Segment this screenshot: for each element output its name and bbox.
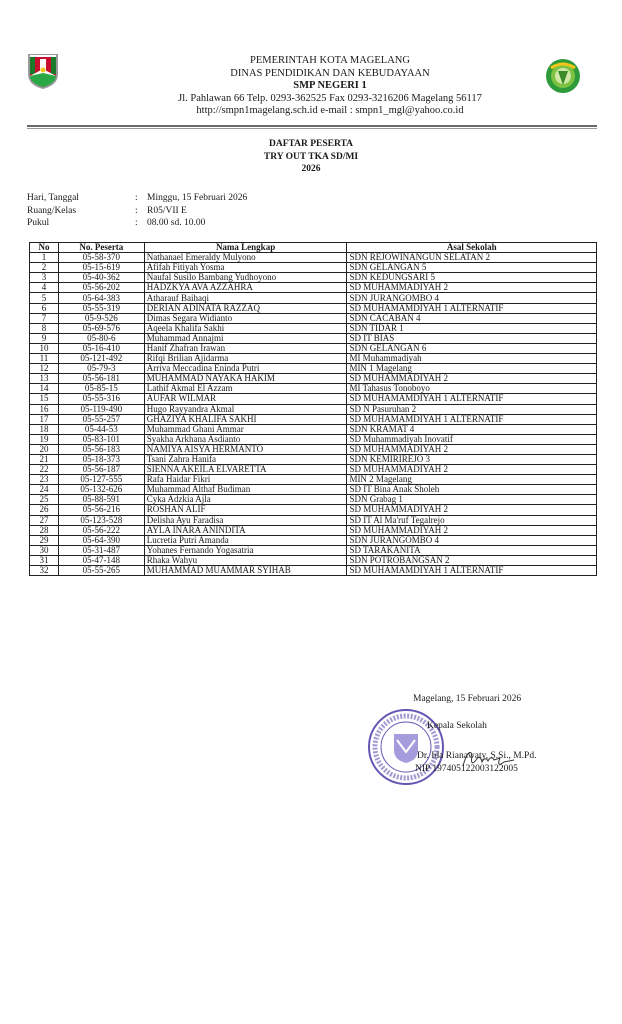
cell-no: 1 xyxy=(30,253,59,263)
table-row xyxy=(30,434,597,444)
info-label: Hari, Tanggal xyxy=(27,193,79,203)
info-row-date xyxy=(27,192,247,205)
cell-nama-lengkap: MUHAMMAD NAYAKA HAKIM xyxy=(144,374,347,384)
cell-nama-lengkap: Rhaka Wahyu xyxy=(144,555,347,565)
cell-no: 6 xyxy=(30,303,59,313)
table-header-row xyxy=(30,243,597,253)
cell-no-peserta: 05-16-410 xyxy=(58,343,144,353)
cell-asal-sekolah: SDN CACABAN 4 xyxy=(347,313,597,323)
cell-no-peserta: 05-79-3 xyxy=(58,364,144,374)
cell-no: 22 xyxy=(30,465,59,475)
cell-asal-sekolah: SDN GELANGAN 6 xyxy=(347,343,597,353)
cell-asal-sekolah: SDN JURANGOMBO 4 xyxy=(347,293,597,303)
cell-no: 21 xyxy=(30,454,59,464)
signature-block xyxy=(405,693,536,776)
cell-no-peserta: 05-132-626 xyxy=(58,485,144,495)
info-value: 08.00 sd. 10.00 xyxy=(147,218,206,229)
header-no: No xyxy=(30,243,59,253)
cell-nama-lengkap: AYLA INARA ANINDITA xyxy=(144,525,347,535)
info-value: R05/VII E xyxy=(147,205,187,216)
cell-asal-sekolah: SD MUHAMMADIYAH 2 xyxy=(347,465,597,475)
cell-no-peserta: 05-9-526 xyxy=(58,313,144,323)
cell-asal-sekolah: MIN 1 Magelang xyxy=(347,364,597,374)
letterhead xyxy=(100,55,560,118)
cell-no-peserta: 05-56-183 xyxy=(58,444,144,454)
kota-magelang-crest-icon xyxy=(27,52,59,90)
cell-no: 10 xyxy=(30,343,59,353)
cell-no: 14 xyxy=(30,384,59,394)
cell-asal-sekolah: SDN Grabag 1 xyxy=(347,495,597,505)
cell-nama-lengkap: Muhammad Annajmi xyxy=(144,333,347,343)
table-row xyxy=(30,293,597,303)
cell-nama-lengkap: HADZKYA AVA AZZAHRA xyxy=(144,283,347,293)
cell-no-peserta: 05-44-53 xyxy=(58,424,144,434)
cell-asal-sekolah: SD MUHAMAMDIYAH 1 ALTERNATIF xyxy=(347,566,597,576)
table-row xyxy=(30,323,597,333)
cell-asal-sekolah: SD IT Bina Anak Sholeh xyxy=(347,485,597,495)
cell-no: 9 xyxy=(30,333,59,343)
table-body xyxy=(30,253,597,576)
info-colon: : xyxy=(135,193,138,203)
cell-asal-sekolah: SD MUHAMMADIYAH 2 xyxy=(347,505,597,515)
table-row xyxy=(30,566,597,576)
cell-no: 5 xyxy=(30,293,59,303)
title-line-3: 2026 xyxy=(301,164,321,174)
cell-nama-lengkap: Afifah Fitiyah Yosma xyxy=(144,263,347,273)
cell-nama-lengkap: Rafa Haidar Fikri xyxy=(144,475,347,485)
cell-no-peserta: 05-80-6 xyxy=(58,333,144,343)
table-row xyxy=(30,545,597,555)
table-row xyxy=(30,273,597,283)
cell-no: 24 xyxy=(30,485,59,495)
cell-asal-sekolah: SDN KEDUNGSARI 5 xyxy=(347,273,597,283)
cell-no: 20 xyxy=(30,444,59,454)
cell-asal-sekolah: SDN REJOWINANGUN SELATAN 2 xyxy=(347,253,597,263)
cell-no-peserta: 05-56-181 xyxy=(58,374,144,384)
cell-no: 28 xyxy=(30,525,59,535)
table-row xyxy=(30,465,597,475)
letterhead-contact: http://smpn1magelang.sch.id e-mail : smpn1_mgl@yahoo.co.id xyxy=(196,105,464,117)
cell-asal-sekolah: SDN KEMIRIREJO 3 xyxy=(347,454,597,464)
cell-no-peserta: 05-56-187 xyxy=(58,465,144,475)
cell-nama-lengkap: NAMIYA AISYA HERMANTO xyxy=(144,444,347,454)
cell-nama-lengkap: SIENNA AKEILA ELVARETTA xyxy=(144,465,347,475)
letterhead-department: DINAS PENDIDIKAN DAN KEBUDAYAAN xyxy=(230,67,430,79)
cell-no: 30 xyxy=(30,545,59,555)
cell-nama-lengkap: Naufal Susilo Bambang Yudhoyono xyxy=(144,273,347,283)
table-row xyxy=(30,404,597,414)
cell-no-peserta: 05-83-101 xyxy=(58,434,144,444)
table-row xyxy=(30,555,597,565)
cell-asal-sekolah: SDN KRAMAT 4 xyxy=(347,424,597,434)
cell-no-peserta: 05-47-148 xyxy=(58,555,144,565)
cell-no: 32 xyxy=(30,566,59,576)
header-nama-lengkap: Nama Lengkap xyxy=(144,243,347,253)
letterhead-government: PEMERINTAH KOTA MAGELANG xyxy=(250,55,410,66)
cell-asal-sekolah: SD MUHAMMADIYAH 2 xyxy=(347,283,597,293)
cell-no: 17 xyxy=(30,414,59,424)
cell-asal-sekolah: SDN GELANGAN 5 xyxy=(347,263,597,273)
sign-name: Dr. Ida Rianawaty, S.Si., M.Pd. xyxy=(417,751,537,761)
table-row xyxy=(30,495,597,505)
cell-no: 2 xyxy=(30,263,59,273)
cell-asal-sekolah: MI Muhammadiyah xyxy=(347,354,597,364)
cell-nama-lengkap: Hanif Zhafran Irawan xyxy=(144,343,347,353)
cell-no-peserta: 05-15-619 xyxy=(58,263,144,273)
cell-no: 8 xyxy=(30,323,59,333)
cell-nama-lengkap: Muhammad Ghani Ammar xyxy=(144,424,347,434)
table-row xyxy=(30,364,597,374)
cell-nama-lengkap: Syakha Arkhana Asdianto xyxy=(144,434,347,444)
cell-no-peserta: 05-55-257 xyxy=(58,414,144,424)
cell-no: 7 xyxy=(30,313,59,323)
cell-nama-lengkap: ROSHAN ALIF xyxy=(144,505,347,515)
cell-no-peserta: 05-31-487 xyxy=(58,545,144,555)
sign-place-date: Magelang, 15 Februari 2026 xyxy=(413,694,522,704)
cell-no-peserta: 05-85-15 xyxy=(58,384,144,394)
cell-nama-lengkap: Lathif Akmal El Azzam xyxy=(144,384,347,394)
info-value: Minggu, 15 Februari 2026 xyxy=(147,193,248,203)
cell-nama-lengkap: AUFAR WILMAR xyxy=(144,394,347,404)
info-label: Pukul xyxy=(27,218,50,229)
cell-no-peserta: 05-40-362 xyxy=(58,273,144,283)
cell-no: 27 xyxy=(30,515,59,525)
table-row xyxy=(30,333,597,343)
table-row xyxy=(30,424,597,434)
cell-nama-lengkap: GHAZIYA KHALIFA SAKHI xyxy=(144,414,347,424)
cell-asal-sekolah: SD MUHAMAMDIYAH 1 ALTERNATIF xyxy=(347,394,597,404)
cell-no-peserta: 05-58-370 xyxy=(58,253,144,263)
cell-nama-lengkap: Nathanael Emeraldy Mulyono xyxy=(144,253,347,263)
cell-no: 13 xyxy=(30,374,59,384)
info-row-room xyxy=(27,205,247,218)
cell-asal-sekolah: SDN TIDAR 1 xyxy=(347,323,597,333)
table-row xyxy=(30,535,597,545)
cell-asal-sekolah: SD TARAKANITA xyxy=(347,545,597,555)
cell-no: 26 xyxy=(30,505,59,515)
table-row xyxy=(30,303,597,313)
table-row xyxy=(30,475,597,485)
cell-no-peserta: 05-121-492 xyxy=(58,354,144,364)
info-colon: : xyxy=(135,205,138,216)
table-row xyxy=(30,354,597,364)
sign-role: Kepala Sekolah xyxy=(427,721,487,731)
cell-no: 25 xyxy=(30,495,59,505)
sign-nip: NIP 197405122003122005 xyxy=(415,764,518,774)
cell-asal-sekolah: SD MUHAMMADIYAH 2 xyxy=(347,525,597,535)
cell-no: 23 xyxy=(30,475,59,485)
cell-no: 3 xyxy=(30,273,59,283)
cell-no: 11 xyxy=(30,354,59,364)
cell-asal-sekolah: SD MUHAMAMDIYAH 1 ALTERNATIF xyxy=(347,303,597,313)
cell-no: 31 xyxy=(30,555,59,565)
cell-asal-sekolah: SD MUHAMMADIYAH 2 xyxy=(347,374,597,384)
table-row xyxy=(30,525,597,535)
cell-asal-sekolah: SDN JURANGOMBO 4 xyxy=(347,535,597,545)
table-row xyxy=(30,485,597,495)
header-asal-sekolah: Asal Sekolah xyxy=(347,243,597,253)
cell-nama-lengkap: Arriva Meccadina Eninda Putri xyxy=(144,364,347,374)
header-no-peserta: No. Peserta xyxy=(58,243,144,253)
table-row xyxy=(30,414,597,424)
cell-no-peserta: 05-56-216 xyxy=(58,505,144,515)
cell-no-peserta: 05-64-390 xyxy=(58,535,144,545)
cell-no-peserta: 05-56-202 xyxy=(58,283,144,293)
cell-nama-lengkap: Hugo Rayyandra Akmal xyxy=(144,404,347,414)
cell-asal-sekolah: MIN 2 Magelang xyxy=(347,475,597,485)
table-row xyxy=(30,444,597,454)
cell-nama-lengkap: Cyka Adzkia Ajla xyxy=(144,495,347,505)
cell-asal-sekolah: SD MUHAMAMDIYAH 1 ALTERNATIF xyxy=(347,414,597,424)
cell-no-peserta: 05-127-555 xyxy=(58,475,144,485)
letterhead-divider-thin xyxy=(27,128,597,129)
cell-asal-sekolah: SD IT Al Ma'ruf Tegalrejo xyxy=(347,515,597,525)
cell-no-peserta: 05-55-319 xyxy=(58,303,144,313)
table-row xyxy=(30,283,597,293)
info-row-time xyxy=(27,217,247,230)
table-row xyxy=(30,313,597,323)
cell-nama-lengkap: Lucretia Putri Amanda xyxy=(144,535,347,545)
table-row xyxy=(30,374,597,384)
title-line-2: TRY OUT TKA SD/MI xyxy=(263,151,359,162)
cell-no: 12 xyxy=(30,364,59,374)
cell-no-peserta: 05-119-490 xyxy=(58,404,144,414)
cell-asal-sekolah: SD MUHAMMADIYAH 2 xyxy=(347,444,597,454)
letterhead-divider xyxy=(27,125,597,127)
title-line-1: DAFTAR PESERTA xyxy=(268,139,354,149)
letterhead-school: SMP NEGERI 1 xyxy=(293,80,367,92)
table-row xyxy=(30,343,597,353)
cell-nama-lengkap: Yohanes Fernando Yogasatria xyxy=(144,545,347,555)
cell-no: 18 xyxy=(30,424,59,434)
info-label: Ruang/Kelas xyxy=(27,205,77,216)
table-row xyxy=(30,505,597,515)
cell-nama-lengkap: Muhammad Althaf Budiman xyxy=(144,485,347,495)
table-row xyxy=(30,253,597,263)
table-row xyxy=(30,263,597,273)
cell-no-peserta: 05-55-265 xyxy=(58,566,144,576)
cell-nama-lengkap: Rifqi Brilian Ajidarma xyxy=(144,354,347,364)
exam-info xyxy=(27,192,247,230)
table-row xyxy=(30,454,597,464)
cell-no: 15 xyxy=(30,394,59,404)
table-row xyxy=(30,394,597,404)
cell-asal-sekolah: SD N Pasuruhan 2 xyxy=(347,404,597,414)
cell-nama-lengkap: Tsani Zahra Hanifa xyxy=(144,454,347,464)
table-row xyxy=(30,384,597,394)
info-colon: : xyxy=(135,218,138,229)
cell-nama-lengkap: DERIAN ADINATA RAZZAQ xyxy=(144,303,347,313)
cell-no-peserta: 05-18-373 xyxy=(58,454,144,464)
document-title xyxy=(0,138,622,176)
cell-no: 19 xyxy=(30,434,59,444)
cell-nama-lengkap: Aqeela Khalifa Sakhi xyxy=(144,323,347,333)
cell-asal-sekolah: SD Muhammadiyah Inovatif xyxy=(347,434,597,444)
cell-no-peserta: 05-64-383 xyxy=(58,293,144,303)
cell-no: 29 xyxy=(30,535,59,545)
cell-no: 16 xyxy=(30,404,59,414)
cell-asal-sekolah: SD IT BIAS xyxy=(347,333,597,343)
cell-asal-sekolah: MI Tahasus Tonoboyo xyxy=(347,384,597,394)
cell-no-peserta: 05-55-316 xyxy=(58,394,144,404)
cell-asal-sekolah: SDN POTROBANGSAN 2 xyxy=(347,555,597,565)
cell-no-peserta: 05-88-591 xyxy=(58,495,144,505)
cell-no-peserta: 05-56-222 xyxy=(58,525,144,535)
cell-no-peserta: 05-69-576 xyxy=(58,323,144,333)
table-row xyxy=(30,515,597,525)
cell-no: 4 xyxy=(30,283,59,293)
cell-nama-lengkap: Atharauf Baihaqi xyxy=(144,293,347,303)
cell-no-peserta: 05-123-528 xyxy=(58,515,144,525)
cell-nama-lengkap: Dimas Segara Widianto xyxy=(144,313,347,323)
letterhead-address: Jl. Pahlawan 66 Telp. 0293-362525 Fax 0293-3216206 Magelang 56117 xyxy=(178,92,482,104)
participant-table xyxy=(29,242,597,576)
cell-nama-lengkap: MUHAMMAD MUAMMAR SYIHAB xyxy=(144,566,347,576)
cell-nama-lengkap: Delisha Ayu Faradisa xyxy=(144,515,347,525)
